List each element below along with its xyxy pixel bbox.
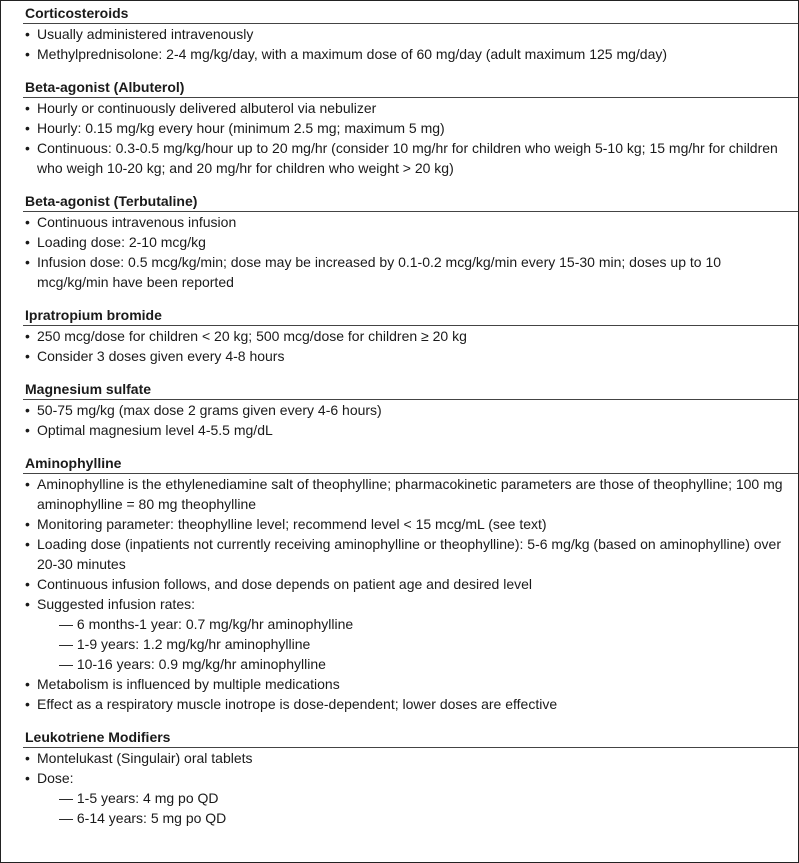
- bullet: •: [25, 516, 30, 532]
- list-item: • Continuous infusion follows, and dose depends on patient age and desired level: [25, 576, 533, 592]
- section-heading: Magnesium sulfate: [25, 381, 152, 397]
- sub-list-item: — 10-16 years: 0.9 mg/kg/hr aminophylline: [59, 656, 326, 672]
- bullet: •: [25, 348, 30, 364]
- list-item: • Consider 3 doses given every 4-8 hours: [25, 348, 285, 364]
- sub-list-item: — 6-14 years: 5 mg po QD: [59, 810, 227, 826]
- bullet: •: [25, 750, 30, 766]
- bullet: •: [25, 402, 30, 418]
- list-item: • Suggested infusion rates:: [25, 596, 195, 612]
- section-ipratropium: [1, 302, 798, 366]
- section-terbutaline: [1, 188, 798, 292]
- bullet-list: [1, 98, 798, 178]
- bullet-list: [1, 474, 798, 714]
- list-item: • Loading dose (inpatients not currently receiving aminophylline or theophylline): 5-6 mg/kg (based on aminophylline) over 20-30 minutes: [25, 536, 781, 572]
- sub-list-item: — 1-5 years: 4 mg po QD: [59, 790, 219, 806]
- bullet: •: [25, 234, 30, 250]
- bullet: •: [25, 26, 30, 42]
- list-item: • Usually administered intravenously: [25, 26, 254, 42]
- bullet-list: [1, 24, 798, 64]
- section-heading: Beta-agonist (Terbutaline): [25, 193, 198, 209]
- bullet: •: [25, 120, 30, 136]
- bullet-list: [1, 212, 798, 292]
- bullet: •: [25, 476, 30, 492]
- bullet: •: [25, 214, 30, 230]
- bullet: •: [25, 770, 30, 786]
- bullet: •: [25, 536, 30, 552]
- list-item: • Infusion dose: 0.5 mcg/kg/min; dose may be increased by 0.1-0.2 mcg/kg/min every 15-30 min; doses up to 10 mcg/kg/min have been reported: [25, 254, 722, 290]
- list-item: • 50-75 mg/kg (max dose 2 grams given every 4-6 hours): [25, 402, 382, 418]
- list-item: • Loading dose: 2-10 mcg/kg: [25, 234, 206, 250]
- section-heading: Ipratropium bromide: [25, 307, 162, 323]
- sub-list-item: — 1-9 years: 1.2 mg/kg/hr aminophylline: [59, 636, 311, 652]
- bullet: •: [25, 676, 30, 692]
- list-item: • Continuous: 0.3-0.5 mg/kg/hour up to 20 mg/hr (consider 10 mg/hr for children who weigh 5-10 kg; 15 mg/hr for children who weigh 10-20 kg; and 20 mg/hr for children who weight > 20 kg): [25, 140, 778, 176]
- list-item: • Optimal magnesium level 4-5.5 mg/dL: [25, 422, 273, 438]
- bullet: •: [25, 328, 30, 344]
- bullet: •: [25, 140, 30, 156]
- bullet: •: [25, 422, 30, 438]
- list-item: • Montelukast (Singulair) oral tablets: [25, 750, 253, 766]
- section-aminophylline: [1, 450, 798, 714]
- section-corticosteroids: [1, 1, 798, 64]
- section-heading: Beta-agonist (Albuterol): [25, 79, 185, 95]
- bullet-list: [1, 326, 798, 366]
- list-item: • Continuous intravenous infusion: [25, 214, 237, 230]
- bullet: •: [25, 696, 30, 712]
- section-heading: Aminophylline: [25, 455, 122, 471]
- list-item: • Dose:: [25, 770, 74, 786]
- list-item: • Hourly: 0.15 mg/kg every hour (minimum 2.5 mg; maximum 5 mg): [25, 120, 445, 136]
- section-heading: Corticosteroids: [25, 5, 129, 21]
- list-item: • Aminophylline is the ethylenediamine salt of theophylline; pharmacokinetic parameters are those of theophylline; 100 mg aminophylline = 80 mg theophylline: [25, 476, 783, 512]
- list-item: • Metabolism is influenced by multiple medications: [25, 676, 340, 692]
- list-item: • 250 mcg/dose for children < 20 kg; 500 mcg/dose for children ≥ 20 kg: [25, 328, 467, 344]
- list-item: • Monitoring parameter: theophylline level; recommend level < 15 mcg/mL (see text): [25, 516, 547, 532]
- section-heading: Leukotriene Modifiers: [25, 729, 171, 745]
- bullet: •: [25, 576, 30, 592]
- bullet: •: [25, 254, 30, 270]
- bullet: •: [25, 100, 30, 116]
- section-leukotriene: [1, 724, 798, 828]
- bullet-list: [1, 748, 798, 828]
- bullet: •: [25, 46, 30, 62]
- section-magnesium: [1, 376, 798, 440]
- bullet-list: [1, 400, 798, 440]
- list-item: • Effect as a respiratory muscle inotrope is dose-dependent; lower doses are effective: [25, 696, 558, 712]
- bullet: •: [25, 596, 30, 612]
- list-item: • Hourly or continuously delivered albuterol via nebulizer: [25, 100, 377, 116]
- sub-list-item: — 6 months-1 year: 0.7 mg/kg/hr aminophylline: [59, 616, 354, 632]
- list-item: • Methylprednisolone: 2-4 mg/kg/day, with a maximum dose of 60 mg/day (adult maximum 125 mg/day): [25, 46, 668, 62]
- section-albuterol: [1, 74, 798, 178]
